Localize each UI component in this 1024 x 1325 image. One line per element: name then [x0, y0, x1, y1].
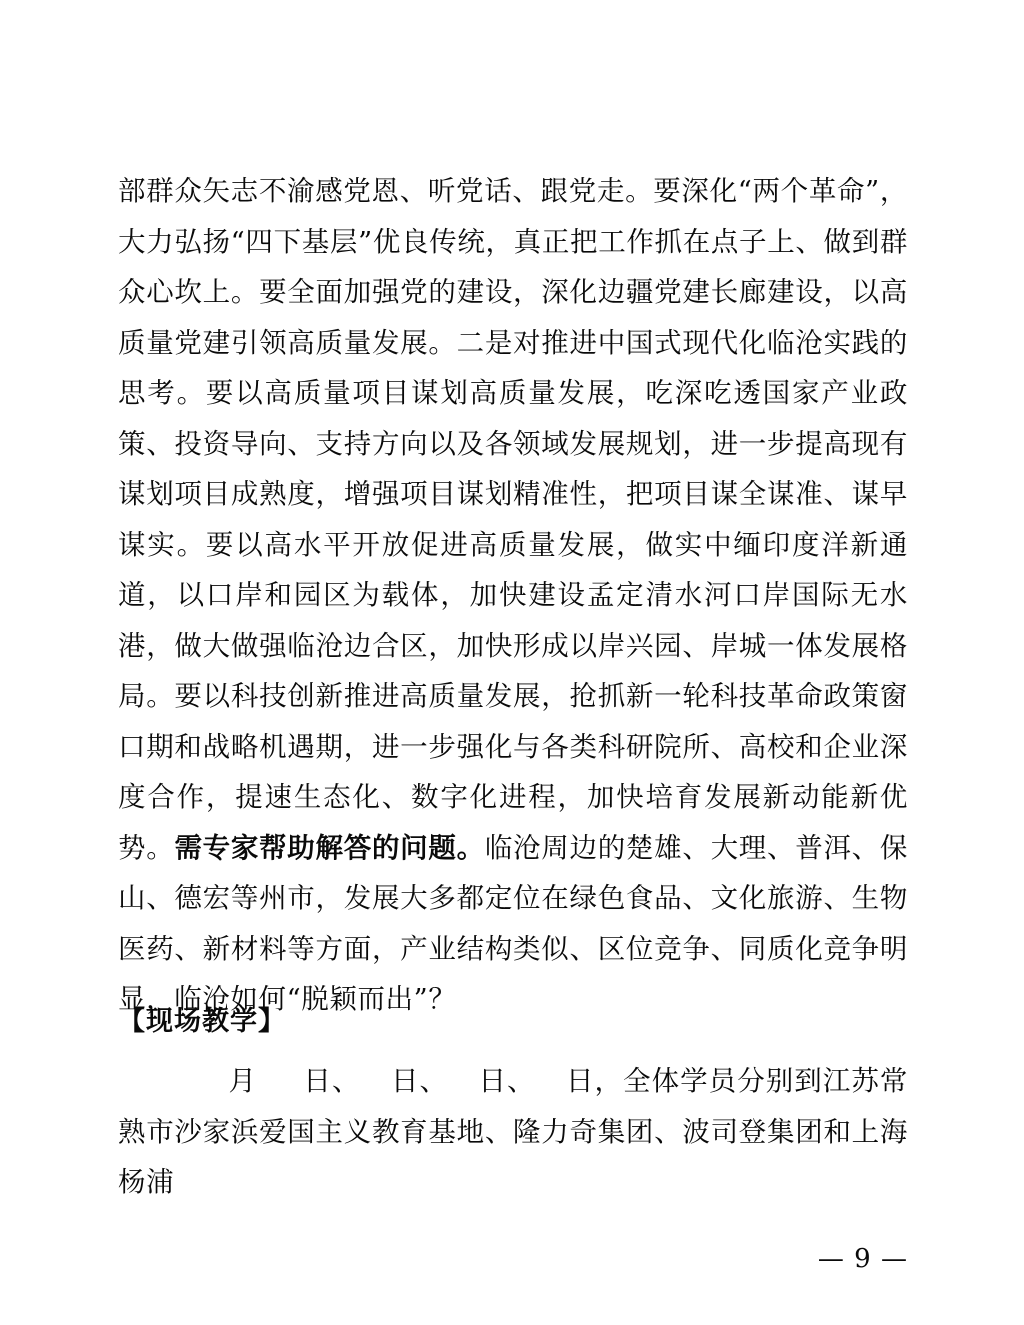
paragraph-two-month: 月	[228, 1065, 257, 1097]
paragraph-two-day-4-and-rest: 日，全体学员分别到江苏常熟市沙家浜爱国主义教育基地、隆力奇集团、波司登集团和上海杨浦	[118, 1065, 908, 1198]
paragraph-one-text-after-bold: 临沧周边的楚雄、大理、普洱、保山、德宏等州市，发展大多都定位在绿色食品、文化旅游、生物医药、新材料等方面，产业结构类似、区位竞争、同质化竞争明显，临沧如何“脱颖而出”？	[118, 831, 908, 1015]
paragraph-one-text-before-bold: 部群众矢志不渝感党恩、听党话、跟党走。要深化“两个革命”，大力弘扬“四下基层”优良传统，真正把工作抓在点子上、做到群众心坎上。要全面加强党的建设，深化边疆党建长廊建设，以高质量党建引领高质量发展。二是对推进中国式现代化临沧实践的思考。要以高质量项目谋划高质量发展，吃深吃透国家产业政策、投资导向、支持方向以及各领域发展规划，进一步提高现有谋划项目成熟度，增强项目谋划精准性，把项目谋全谋准、谋早谋实。要以高水平开放促进高质量发展，做实中缅印度洋新通道，以口岸和园区为载体，加快建设孟定清水河口岸国际无水港，做大做强临沧边合区，加快形成以岸兴园、岸城一体发展格局。要以科技创新推进高质量发展，抢抓新一轮科技革命政策窗口期和战略机遇期，进一步强化与各类科研院所、高校和企业深度合作，提速生态化、数字化进程，加快培育发展新动能新优势。	[118, 175, 908, 864]
main-text-block	[118, 166, 908, 1025]
paragraph-one	[118, 166, 908, 1025]
paragraph-two-day-2: 日、	[390, 1065, 449, 1097]
paragraph-two-day-3: 日、	[478, 1065, 536, 1097]
paragraph-one-bold-phrase: 需专家帮助解答的问题。	[174, 831, 485, 864]
paragraph-two	[118, 1056, 908, 1208]
section-heading-label: 【现场教学】	[118, 1006, 286, 1037]
page-number	[0, 1244, 908, 1274]
section-heading-field-teaching	[118, 1000, 908, 1044]
paragraph-two-day-1: 日、	[302, 1065, 361, 1097]
page-number-label: — 9 —	[817, 1244, 908, 1274]
